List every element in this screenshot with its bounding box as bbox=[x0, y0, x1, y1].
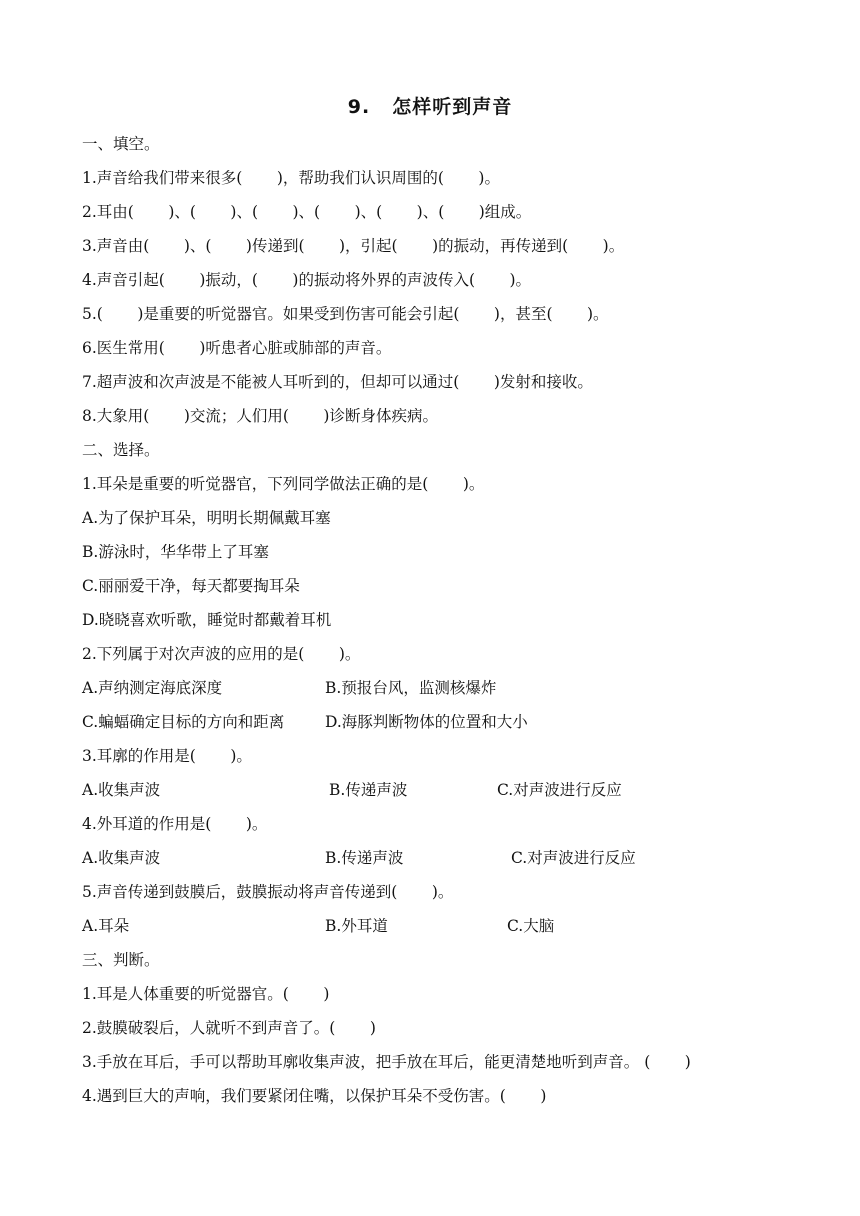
fill-item-5: 5.( )是重要的听觉器官。如果受到伤害可能会引起( )，甚至( )。 bbox=[82, 305, 609, 323]
fill-item-1: 1.声音给我们带来很多( )，帮助我们认识周围的( )。 bbox=[82, 169, 500, 187]
choice-q4-option-c: C.对声波进行反应 bbox=[511, 849, 636, 867]
choice-q1-option-c: C.丽丽爱干净，每天都要掏耳朵 bbox=[82, 577, 300, 595]
section-heading-fill: 一、填空。 bbox=[82, 135, 160, 153]
choice-q4-option-a: A.收集声波 bbox=[82, 849, 161, 867]
choice-q3-option-a: A.收集声波 bbox=[82, 781, 161, 799]
choice-q5-stem: 5.声音传递到鼓膜后，鼓膜振动将声音传递到( )。 bbox=[82, 883, 454, 901]
choice-q1-option-a: A.为了保护耳朵，明明长期佩戴耳塞 bbox=[82, 509, 331, 527]
choice-q3-stem: 3.耳廓的作用是( )。 bbox=[82, 747, 252, 765]
choice-q2-option-b: B.预报台风，监测核爆炸 bbox=[325, 679, 497, 697]
choice-q3-option-b: B.传递声波 bbox=[329, 781, 408, 799]
title-text: 怎样听到声音 bbox=[392, 96, 513, 118]
fill-item-7: 7.超声波和次声波是不能被人耳听到的，但却可以通过( )发射和接收。 bbox=[82, 373, 593, 391]
choice-q1-option-d: D.晓晓喜欢听歌，睡觉时都戴着耳机 bbox=[82, 611, 332, 629]
choice-q2-option-a: A.声纳测定海底深度 bbox=[82, 679, 223, 697]
choice-q1-stem: 1.耳朵是重要的听觉器官，下列同学做法正确的是( )。 bbox=[82, 475, 485, 493]
choice-q3-option-c: C.对声波进行反应 bbox=[497, 781, 622, 799]
fill-item-2: 2.耳由( )、( )、( )、( )、( )、( )组成。 bbox=[82, 203, 532, 221]
choice-q2-option-c: C.蝙蝠确定目标的方向和距离 bbox=[82, 713, 285, 731]
page-title bbox=[0, 92, 860, 119]
choice-q2-option-d: D.海豚判断物体的位置和大小 bbox=[325, 713, 528, 731]
choice-q4-option-b: B.传递声波 bbox=[325, 849, 404, 867]
choice-q5-option-c: C.大脑 bbox=[507, 917, 555, 935]
judge-item-2: 2.鼓膜破裂后，人就听不到声音了。( ) bbox=[82, 1019, 376, 1037]
fill-item-3: 3.声音由( )、( )传递到( )，引起( )的振动，再传递到( )。 bbox=[82, 237, 625, 255]
fill-item-4: 4.声音引起( )振动，( )的振动将外界的声波传入( )。 bbox=[82, 271, 532, 289]
judge-item-4: 4.遇到巨大的声响，我们要紧闭住嘴，以保护耳朵不受伤害。( ) bbox=[82, 1087, 547, 1105]
title-number: 9. bbox=[347, 96, 371, 118]
fill-item-6: 6.医生常用( )听患者心脏或肺部的声音。 bbox=[82, 339, 392, 357]
section-heading-choice: 二、选择。 bbox=[82, 441, 160, 459]
judge-item-3: 3.手放在耳后，手可以帮助耳廓收集声波，把手放在耳后，能更清楚地听到声音。 ( ) bbox=[82, 1053, 691, 1071]
fill-item-8: 8.大象用( )交流；人们用( )诊断身体疾病。 bbox=[82, 407, 438, 425]
choice-q1-option-b: B.游泳时，华华带上了耳塞 bbox=[82, 543, 269, 561]
choice-q5-option-a: A.耳朵 bbox=[82, 917, 130, 935]
choice-q4-stem: 4.外耳道的作用是( )。 bbox=[82, 815, 268, 833]
choice-q5-option-b: B.外耳道 bbox=[325, 917, 388, 935]
judge-item-1: 1.耳是人体重要的听觉器官。( ) bbox=[82, 985, 330, 1003]
section-heading-judge: 三、判断。 bbox=[82, 951, 160, 969]
choice-q2-stem: 2.下列属于对次声波的应用的是( )。 bbox=[82, 645, 361, 663]
